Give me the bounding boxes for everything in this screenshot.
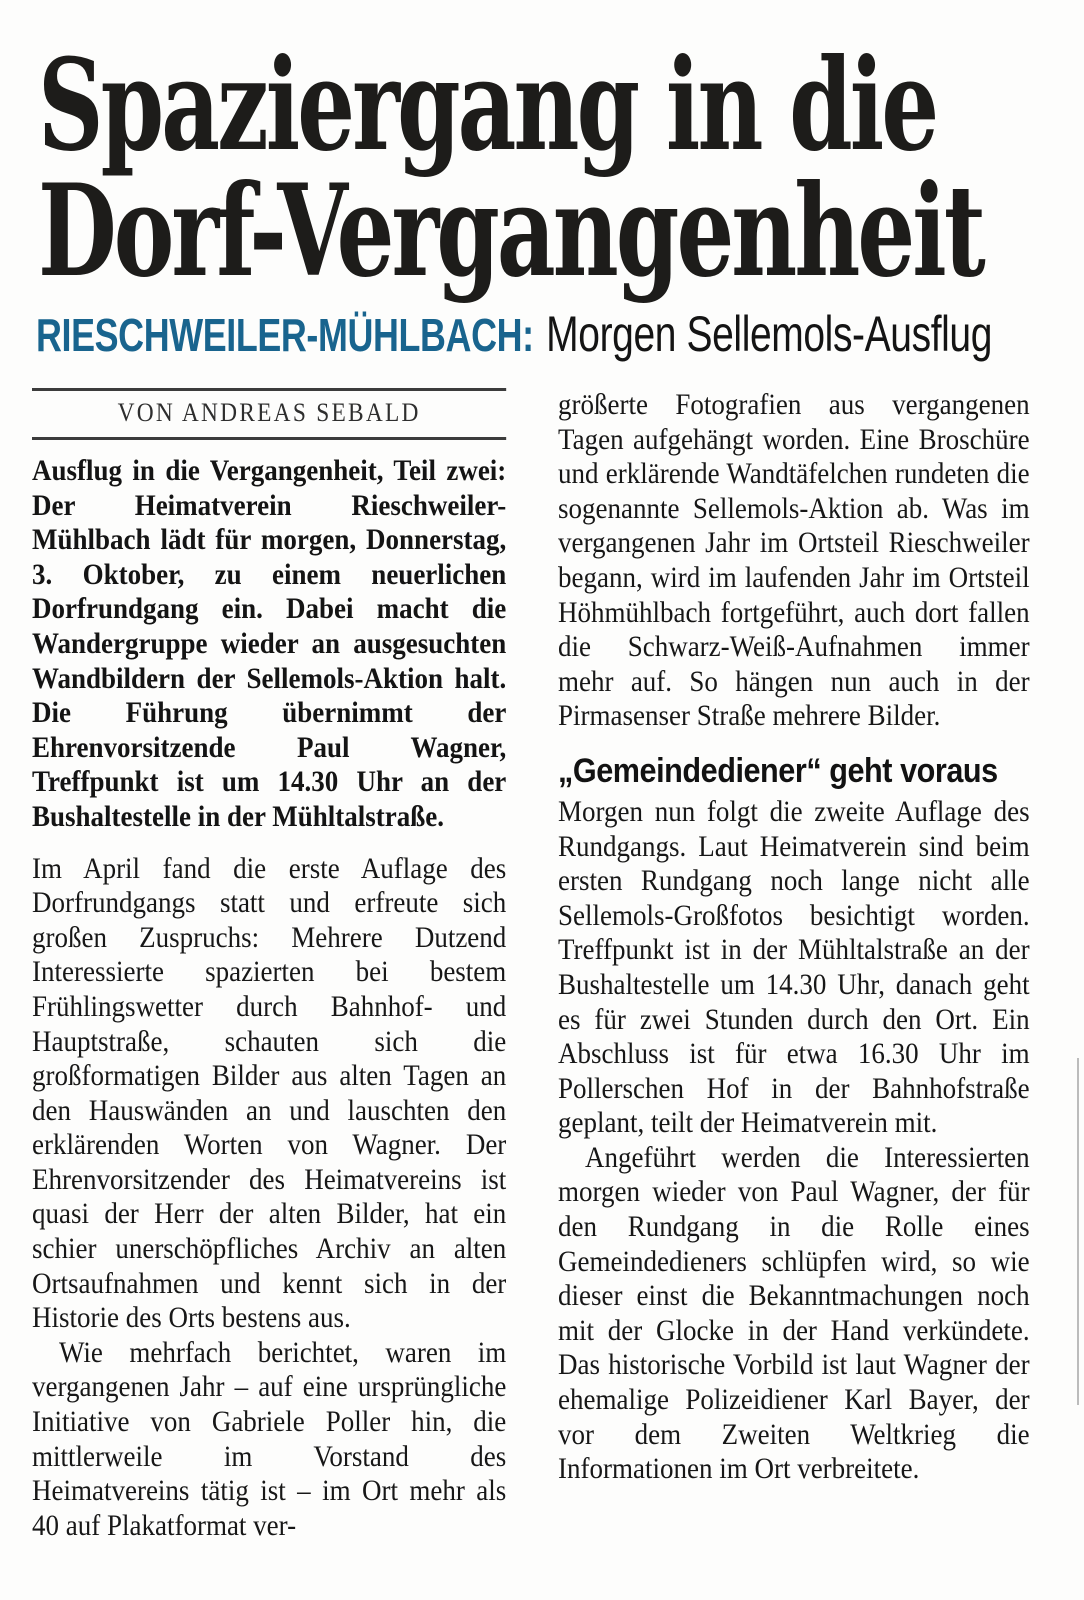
body-paragraph-wie-mehrfach: Wie mehrfach berichtet, waren im vergangenen Jahr – auf eine ursprüngliche Initiative von Gabriele Poller hin, die mittlerweile im Vorstand des Heimatvereins tätig ist – im Ort mehr als 40 auf Plakatformat ver- [32, 1335, 507, 1542]
headline-line-2: Dorf-Vergangenheit [38, 157, 983, 305]
article-column-right [558, 388, 1030, 1593]
kicker-title: Morgen Sellemols-Ausflug [546, 306, 993, 362]
article-headline [38, 31, 983, 305]
adjacent-column-rule-fragment [1077, 1058, 1079, 1405]
lead-paragraph: Ausflug in die Vergangenheit, Teil zwei: Der Heimatverein Rieschweiler-Mühlbach lädt für morgen, Donnerstag, 3. Oktober, zu einem neuerlichen Dorfrundgang ein. Dabei macht die Wandergruppe wieder an ausgesuchten Wandbildern der Sellemols-Aktion halt. Die Führung übernimmt der Ehrenvorsitzende Paul Wagner, Treffpunkt ist um 14.30 Uhr an der Bushaltestelle in der Mühltalstraße. [32, 454, 507, 833]
body-paragraph-morgen: Morgen nun folgt die zweite Auflage des Rundgangs. Laut Heimatverein sind beim ersten Rundgang noch lange nicht alle Sellemols-Großfotos besichtigt worden. Treffpunkt ist in der Mühltalstraße an der Bushaltestelle um 14.30 Uhr, danach geht es für zwei Stunden durch den Ort. Ein Abschluss ist für etwa 16.30 Uhr im Pollerschen Hof in der Bahnhofstraße geplant, teilt der Heimatverein mit. [558, 794, 1030, 1140]
kicker-line [36, 305, 992, 363]
body-paragraph-angefuehrt: Angeführt werden die Interessierten morgen wieder von Paul Wagner, der für den Rundgang in die Rolle eines Gemeindedieners schlüpfen wird, so wie dieser einst die Bekanntmachungen noch mit der Glocke in der Hand verkündete. Das historische Vorbild ist laut Wagner der ehemalige Polizeidiener Karl Bayer, der vor dem Zweiten Weltkrieg die Informationen im Ort verbreitete. [558, 1140, 1030, 1486]
section-subhead: „Gemeindediener“ geht voraus [558, 751, 998, 790]
headline-line-1: Spaziergang in die [38, 31, 937, 179]
body-paragraph-continuation: größerte Fotografien aus vergangenen Tagen aufgehängt worden. Eine Broschüre und erklärende Wandtäfelchen rundeten die sogenannte Sellemols-Aktion ab. Was im vergangenen Jahr im Ortsteil Rieschweiler begann, wird im laufenden Jahr im Ortsteil Höhmühlbach fortgeführt, auch dort fallen die Schwarz-Weiß-Aufnahmen immer mehr auf. So hängen nun auch in der Pirmasenser Straße mehrere Bilder. [558, 388, 1030, 733]
byline: VON ANDREAS SEBALD [32, 388, 506, 440]
article-column-left [32, 388, 506, 1593]
kicker-location: RIESCHWEILER-MÜHLBACH: [36, 309, 534, 361]
body-paragraph-april: Im April fand die erste Auflage des Dorfrundgangs statt und erfreute sich großen Zuspruchs: Mehrere Dutzend Interessierte spazierten bei bestem Frühlingswetter durch Bahnhof- und Hauptstraße, schauten sich die großformatigen Bilder aus alten Tagen an den Hauswänden an und lauschten den erklärenden Worten von Wagner. Der Ehrenvorsitzender des Heimatvereins ist quasi der Herr der alten Bilder, hat ein schier unerschöpfliches Archiv an alten Ortsaufnahmen und kennt sich in der Historie des Orts bestens aus. [32, 851, 507, 1335]
